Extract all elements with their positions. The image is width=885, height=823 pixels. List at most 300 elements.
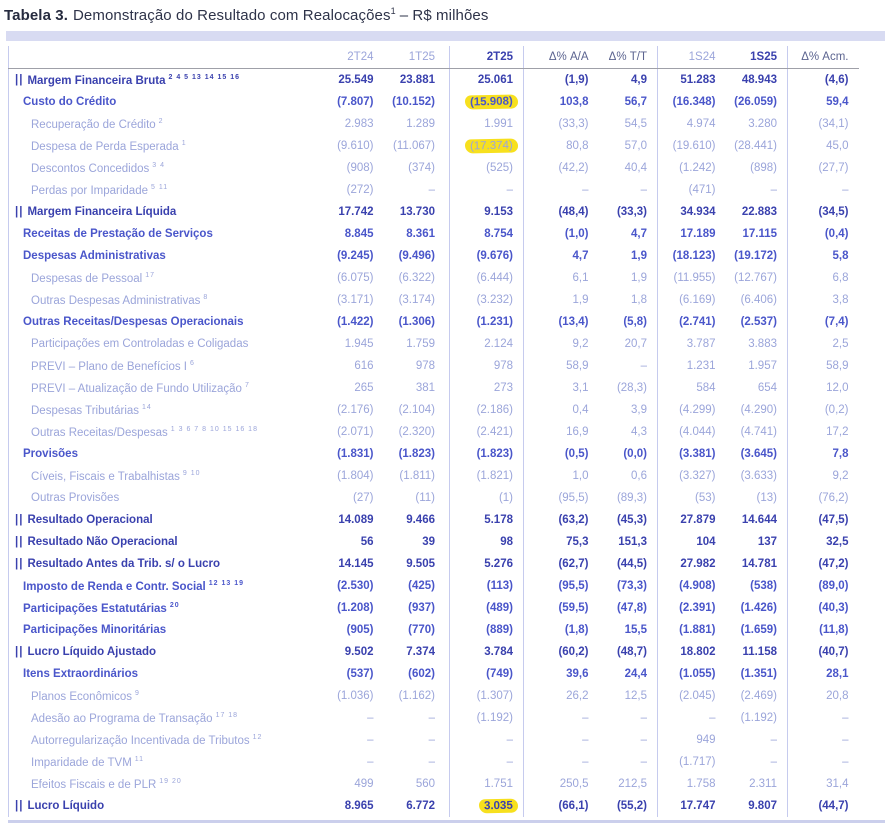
value-cell: 3.280 [716,113,788,135]
row-label: Efeitos Fiscais e de PLR [31,778,157,791]
row-label: Outras Receitas/Despesas [31,426,168,439]
row-label: Lucro Líquido Ajustado [27,646,157,658]
value-cell: 32,5 [826,536,849,548]
table-row [9,157,859,179]
value-cell: 6,1 [572,272,589,284]
row-label: Receitas de Prestação de Serviços [23,228,213,240]
value-cell: (34,1) [818,118,849,130]
row-label: Participações Minoritárias [23,624,167,636]
value-cell: 9,2 [572,338,589,350]
value-cell: 3,8 [832,294,849,306]
value-cell: – [374,751,450,773]
highlighted-value: (17.374) [465,138,518,153]
row-label-cell [9,267,304,289]
row-label-cell [9,663,304,685]
value-cell: (0,5) [564,448,589,460]
value-cell: 978 [450,355,524,377]
value-cell: (27) [353,492,374,504]
value-cell: (1.823) [374,443,450,465]
value-cell: (1.804) [337,470,374,482]
row-label-footnotes: 2 [158,117,164,125]
table-row [9,311,859,333]
row-label: Despesas Administrativas [23,250,166,262]
row-label: Margem Financeira Líquida [27,206,177,218]
value-cell: (63,2) [558,514,589,526]
value-cell: 9.466 [374,509,450,531]
value-cell: (3.633) [716,465,788,487]
value-cell: (27,7) [818,162,849,174]
value-cell: (0,2) [824,404,849,416]
value-cell: – [582,184,589,196]
row-label-footnotes: 8 [203,293,209,301]
value-cell: 9.807 [716,795,788,817]
value-cell: 58,9 [826,360,849,372]
value-cell: (26.059) [716,91,788,113]
value-cell: 14.781 [716,553,788,575]
table-number-label: Tabela 3. [4,7,68,24]
row-label: Despesas de Pessoal [31,272,143,285]
row-label: Perdas por Imparidade [31,184,148,197]
row-label: Planos Econômicos [31,690,132,703]
value-cell: 98 [450,531,524,553]
value-cell: 1.957 [716,355,788,377]
row-label-footnotes: 19 20 [159,777,182,785]
table-row [9,179,859,201]
row-label-footnotes: 12 13 19 [208,579,245,587]
row-label-cell [9,553,304,575]
table-row [9,707,859,729]
value-cell: (9.610) [337,140,374,152]
value-cell: (1.242) [679,162,716,174]
table-row [9,399,859,421]
value-cell: 14.089 [338,514,374,526]
row-label: Outras Provisões [31,492,120,504]
value-cell: (425) [374,575,450,597]
value-cell: – [716,729,788,751]
row-label-cell [9,355,304,377]
value-cell: (898) [716,157,788,179]
row-label-cell [9,311,304,333]
value-cell: – [367,734,374,746]
value-cell: 59,4 [826,96,849,108]
row-label: Resultado Não Operacional [27,536,178,548]
row-label-cell [9,641,304,663]
total-row-prefix: || [15,514,24,526]
column-header--acm-: Δ% Acm. [788,46,859,69]
value-cell: 2.983 [344,118,374,130]
value-cell: (3.327) [679,470,716,482]
value-cell: 8.754 [450,223,524,245]
value-cell: (1.426) [716,597,788,619]
value-cell: 250,5 [559,778,589,790]
value-cell: 949 [696,734,716,746]
value-cell: 6,8 [832,272,849,284]
value-cell: (1) [450,487,524,509]
value-cell: – [842,734,849,746]
row-label-footnotes: 3 4 [152,161,165,169]
column-header-1t25: 1T25 [374,46,450,69]
value-cell: 75,3 [566,536,589,548]
value-cell: 25.549 [338,74,374,86]
column-header-rowlabels [9,46,304,69]
value-cell: (2.104) [374,399,450,421]
value-cell: 23.881 [374,69,450,92]
column-header--a-a: Δ% A/A [524,46,589,69]
value-cell: 6.772 [374,795,450,817]
value-cell: 34.934 [680,206,716,218]
value-cell: (28,3) [589,377,658,399]
value-cell: – [589,355,658,377]
value-cell: (9.245) [337,250,374,262]
value-cell: (6.322) [374,267,450,289]
value-cell: 8.845 [344,228,374,240]
value-cell: – [582,756,589,768]
value-cell: (40,3) [818,602,849,614]
table-row [9,773,859,795]
total-row-prefix: || [15,646,24,658]
row-label-cell [9,245,304,267]
income-statement-table [8,46,859,817]
value-cell: (9.676) [450,245,524,267]
value-cell: 2.124 [450,333,524,355]
value-cell: (19.610) [672,140,716,152]
value-cell: (2.469) [716,685,788,707]
value-cell: 3.784 [450,641,524,663]
value-cell: (1.055) [679,668,716,680]
value-cell: 56 [360,536,374,548]
value-cell: (1,8) [564,624,589,636]
table-row [9,443,859,465]
value-cell: 5,8 [832,250,849,262]
value-cell: 212,5 [589,773,658,795]
table-row [9,377,859,399]
table-row [9,69,859,92]
value-cell: (1.717) [679,756,716,768]
value-cell: 9.505 [374,553,450,575]
value-cell: (1.351) [716,663,788,685]
value-cell: (33,3) [589,201,658,223]
table-title-unit: – R$ milhões [399,7,489,24]
value-cell: 265 [354,382,374,394]
value-cell: (11) [374,487,450,509]
row-label: Margem Financeira Bruta [27,74,166,87]
value-cell: – [589,729,658,751]
table-row [9,355,859,377]
value-cell: (3.645) [716,443,788,465]
row-label: Itens Extraordinários [23,668,139,680]
value-cell: (2.176) [337,404,374,416]
value-cell: 1,9 [572,294,589,306]
row-label: Lucro Líquido [27,800,105,812]
value-cell: (42,2) [558,162,589,174]
table-row [9,729,859,751]
row-label-cell [9,443,304,465]
row-label-cell [9,619,304,641]
header-row [9,46,859,69]
row-label-cell [9,69,304,92]
row-label: Descontos Concedidos [31,162,150,175]
value-cell: (5,8) [589,311,658,333]
row-label-cell [9,201,304,223]
value-cell: 4,7 [589,223,658,245]
value-cell: 27.879 [680,514,716,526]
row-label-footnotes: 17 18 [215,711,239,719]
value-cell: (889) [450,619,524,641]
value-cell: 5.178 [450,509,524,531]
value-cell: 9.502 [344,646,374,658]
value-cell: 499 [354,778,374,790]
row-label: Imparidade de TVM [31,756,132,769]
value-cell: – [589,179,658,201]
value-cell: (471) [688,184,716,196]
value-cell: (2.391) [679,602,716,614]
value-cell: 17,2 [826,426,849,438]
value-cell: 24,4 [589,663,658,685]
value-cell: (1.036) [337,690,374,702]
value-cell: 31,4 [826,778,849,790]
row-label: Participações em Controladas e Coligadas [31,338,249,350]
value-cell: (2.071) [337,426,374,438]
value-cell: (95,5) [558,580,589,592]
value-cell: 0,6 [589,465,658,487]
value-cell: – [842,756,849,768]
value-cell: 3,1 [572,382,589,394]
value-cell: (749) [450,663,524,685]
table-row [9,487,859,509]
value-cell: (937) [374,597,450,619]
row-label-cell [9,773,304,795]
value-cell: (0,4) [824,228,849,240]
row-label-cell [9,795,304,817]
row-label: Participações Estatutárias [23,602,167,615]
value-cell: – [589,751,658,773]
value-cell: 616 [354,360,374,372]
value-cell: 1.289 [374,113,450,135]
table-row [9,795,859,817]
value-cell: – [582,712,589,724]
value-cell: 18.802 [680,646,716,658]
value-cell: 51.283 [680,74,716,86]
value-cell: 2.311 [716,773,788,795]
value-cell: (905) [346,624,374,636]
value-cell: – [716,179,788,201]
value-cell: (11,8) [819,624,849,636]
row-label: Provisões [23,448,78,460]
value-cell: (2.045) [679,690,716,702]
total-row-prefix: || [15,800,24,812]
value-cell: (1.192) [716,707,788,729]
row-label: Resultado Antes da Trib. s/ o Lucro [27,558,220,570]
value-cell: (73,3) [589,575,658,597]
value-cell: 8.361 [374,223,450,245]
row-label: PREVI – Plano de Benefícios I [31,360,187,373]
value-cell: (10.152) [374,91,450,113]
value-cell: (1.307) [450,685,524,707]
column-header-1s24: 1S24 [658,46,716,69]
value-cell: (489) [450,597,524,619]
value-cell: 80,8 [566,140,589,152]
highlighted-value: 3.035 [479,799,518,814]
table-row [9,509,859,531]
value-cell: (1.811) [374,465,450,487]
value-cell: 978 [374,355,450,377]
value-cell: (2.530) [337,580,374,592]
decorative-top-band [6,31,885,41]
value-cell: 4.974 [686,118,716,130]
value-cell: (47,8) [589,597,658,619]
value-cell: (44,7) [818,800,849,812]
value-cell: (2.320) [374,421,450,443]
row-label-cell [9,91,304,113]
value-cell: (47,5) [818,514,849,526]
table-row [9,91,859,113]
value-cell: (11.955) [673,272,716,284]
value-cell: (40,7) [818,646,849,658]
row-label-cell [9,289,304,311]
value-cell: 1.991 [450,113,524,135]
value-cell: (1.192) [450,707,524,729]
value-cell: – [589,707,658,729]
table-row [9,421,859,443]
row-label: Adesão ao Programa de Transação [31,712,213,725]
value-cell: (538) [716,575,788,597]
value-cell: (16.348) [672,96,716,108]
value-cell: 104 [696,536,716,548]
row-label: Custo do Crédito [23,96,117,108]
value-cell: 1,8 [589,289,658,311]
value-cell: 26,2 [566,690,589,702]
value-cell: 9,2 [832,470,849,482]
row-label-cell [9,399,304,421]
value-cell: (1.881) [679,624,716,636]
row-label-cell [9,113,304,135]
value-cell: 3,9 [589,399,658,421]
value-cell: (6.444) [450,267,524,289]
value-cell: (11.067) [374,135,450,157]
value-cell: – [450,179,524,201]
value-cell: (3.381) [679,448,716,460]
value-cell: 2,5 [832,338,849,350]
table-row [9,333,859,355]
value-cell: (59,5) [558,602,589,614]
value-cell: (4,6) [824,74,849,86]
value-cell: (3.232) [450,289,524,311]
value-cell: 17.747 [680,800,716,812]
value-cell: – [709,712,716,724]
column-header-2t24: 2T24 [304,46,374,69]
value-cell: (6.169) [679,294,716,306]
value-cell: 1,0 [572,470,589,482]
page-title [0,0,885,24]
row-label-cell [9,509,304,531]
row-label-cell [9,707,304,729]
value-cell: 137 [716,531,788,553]
table-row [9,619,859,641]
value-cell: 45,0 [826,140,849,152]
value-cell: (2.186) [450,399,524,421]
highlighted-value: (15.908) [465,94,518,109]
value-cell: 1.758 [686,778,716,790]
value-cell: 3.883 [716,333,788,355]
column-header-1s25: 1S25 [716,46,788,69]
value-cell: – [367,712,374,724]
value-cell: (2.421) [450,421,524,443]
value-cell: (1.162) [374,685,450,707]
value-cell: – [450,729,524,751]
value-cell: 39 [374,531,450,553]
value-cell: 3.787 [686,338,716,350]
row-label: Despesa de Perda Esperada [31,140,179,153]
value-cell: (28.441) [716,135,788,157]
value-cell: (9.496) [374,245,450,267]
column-header--t-t: Δ% T/T [589,46,658,69]
table-body [9,69,859,818]
row-label: Outras Receitas/Despesas Operacionais [23,316,244,328]
table-header [9,46,859,69]
value-cell: 25.061 [450,69,524,92]
value-cell: 28,1 [826,668,849,680]
value-cell: (12.767) [716,267,788,289]
value-cell: 20,7 [589,333,658,355]
value-cell: (7.807) [337,96,374,108]
value-cell: (3.171) [337,294,374,306]
row-label-footnotes: 9 [135,689,140,697]
value-cell: 1.751 [450,773,524,795]
row-label-cell [9,179,304,201]
value-cell: 0,4 [572,404,589,416]
value-cell: (113) [450,575,524,597]
value-cell: 381 [374,377,450,399]
value-cell: (6.406) [716,289,788,311]
value-cell: (1.821) [450,465,524,487]
value-cell: (1.231) [450,311,524,333]
row-label: Autorregularização Incentivada de Tributos [31,734,250,747]
value-cell: (525) [450,157,524,179]
row-label: Resultado Operacional [27,514,153,526]
value-cell: (62,7) [558,558,589,570]
value-cell: 15,5 [589,619,658,641]
row-label-footnotes: 9 10 [182,469,201,477]
row-label-cell [9,575,304,597]
value-cell: (1.422) [337,316,374,328]
value-cell: – [842,184,849,196]
value-cell: (1.831) [337,448,374,460]
value-cell: (76,2) [818,492,849,504]
table-row [9,751,859,773]
row-label-footnotes: 17 [145,271,156,279]
row-label-cell [9,531,304,553]
row-label-footnotes: 1 [181,139,187,147]
table-title-footnote: 1 [390,6,396,16]
value-cell: (1,9) [564,74,589,86]
value-cell: 20,8 [826,690,849,702]
value-cell: (2.741) [679,316,716,328]
value-cell: – [374,707,450,729]
row-label-footnotes: 20 [169,601,180,609]
row-label-cell [9,729,304,751]
table-row [9,135,859,157]
value-cell: (4.290) [716,399,788,421]
table-row [9,663,859,685]
row-label-footnotes: 1 3 6 7 8 10 15 16 18 [170,425,258,433]
value-cell: (4.741) [716,421,788,443]
value-cell: (13) [716,487,788,509]
row-label-cell [9,157,304,179]
row-label: PREVI – Atualização de Fundo Utilização [31,382,242,395]
table-row [9,641,859,663]
value-cell: (374) [374,157,450,179]
row-label-footnotes: 6 [189,359,195,367]
